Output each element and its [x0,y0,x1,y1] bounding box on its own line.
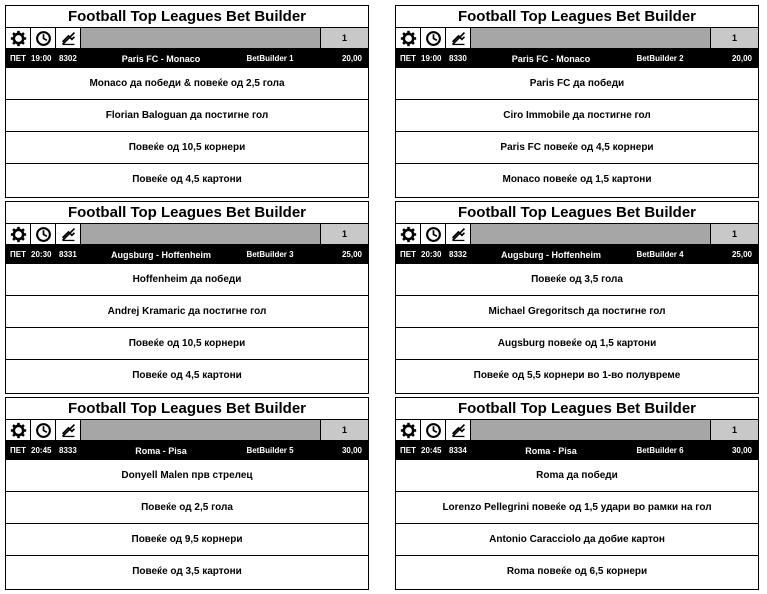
header-bar [471,224,710,244]
selection-row: Monaco да победи & повеќе од 2,5 гола [6,68,368,100]
match-odds: 25,00 [341,250,362,259]
coupon-icon-row [6,420,368,441]
clock-icon [421,28,446,48]
selection-row: Antonio Caracciolo да добие картон [396,524,758,556]
coupon-title: Football Top Leagues Bet Builder [396,202,758,224]
clock-icon [31,224,56,244]
coupon-title: Football Top Leagues Bet Builder [6,6,368,28]
match-time: 20:30 [421,250,442,259]
selection-row: Monaco повеќе од 1,5 картони [502,174,652,185]
no-cashout-icon [56,420,81,440]
match-time: 19:00 [31,54,52,63]
match-odds: 30,00 [731,446,752,455]
match-row [396,49,758,68]
selection-row: Повеќе од 9,5 корнери [6,524,368,556]
match-teams: Augsburg - Hoffenheim [111,249,211,260]
match-row [6,245,368,264]
selection-row: Повеќе од 4,5 картони [132,174,242,185]
clock-icon [31,420,56,440]
coupon-icon-row [6,28,368,49]
selection-count: 1 [710,420,758,440]
selection-row: Andrej Kramaric да постигне гол [6,296,368,328]
selection-row: Roma да победи [396,460,758,492]
bet-builder-label: BetBuilder 4 [636,250,684,259]
no-cashout-icon [56,224,81,244]
match-row [6,49,368,68]
header-bar [81,420,320,440]
match-odds: 30,00 [341,446,362,455]
match-time: 20:45 [31,446,52,455]
bet-coupon-4 [395,201,759,394]
selection-row: Lorenzo Pellegrini повеќе од 1,5 удари во рамки на гол [396,492,758,524]
match-code: 8330 [449,54,467,63]
bet-builder-label: BetBuilder 1 [246,54,294,63]
match-day: ПЕТ [10,250,26,259]
match-teams: Roma - Pisa [525,445,577,456]
selection-row: Hoffenheim да победи [6,264,368,296]
gear-icon [6,224,31,244]
selection-count: 1 [320,224,368,244]
match-time: 19:00 [421,54,442,63]
match-day: ПЕТ [10,446,26,455]
gear-icon [6,28,31,48]
match-odds: 25,00 [731,250,752,259]
header-bar [81,224,320,244]
selection-row: Paris FC повеќе од 4,5 корнери [396,132,758,164]
bet-coupon-6 [395,397,759,590]
no-cashout-icon [446,224,471,244]
match-teams: Paris FC - Monaco [121,53,201,64]
header-bar [471,28,710,48]
match-odds: 20,00 [341,54,362,63]
selection-count: 1 [320,28,368,48]
match-teams: Paris FC - Monaco [511,53,591,64]
header-bar [81,28,320,48]
selection-row: Повеќе од 2,5 гола [6,492,368,524]
coupon-icon-row [396,28,758,49]
gear-icon [396,420,421,440]
bet-builder-label: BetBuilder 6 [636,446,684,455]
selection-row: Paris FC да победи [396,68,758,100]
match-odds: 20,00 [731,54,752,63]
no-cashout-icon [446,28,471,48]
match-teams: Roma - Pisa [135,445,187,456]
bet-coupon-3 [5,201,369,394]
match-time: 20:45 [421,446,442,455]
match-code: 8334 [449,446,467,455]
selection-row: Michael Gregoritsch да постигне гол [396,296,758,328]
selection-row: Augsburg повеќе од 1,5 картони [396,328,758,360]
clock-icon [421,420,446,440]
selection-row: Повеќе од 5,5 корнери во 1-во полувреме [473,370,681,381]
bet-coupon-5 [5,397,369,590]
bet-coupon-1 [5,5,369,198]
selection-row: Florian Baloguan да постигне гол [6,100,368,132]
match-code: 8332 [449,250,467,259]
match-row [396,245,758,264]
bet-coupon-2 [395,5,759,198]
match-day: ПЕТ [10,54,26,63]
match-code: 8331 [59,250,77,259]
match-code: 8333 [59,446,77,455]
coupon-icon-row [396,224,758,245]
clock-icon [31,28,56,48]
selection-count: 1 [710,28,758,48]
coupon-title: Football Top Leagues Bet Builder [6,202,368,224]
match-day: ПЕТ [400,54,416,63]
selection-row: Повеќе од 3,5 гола [396,264,758,296]
clock-icon [421,224,446,244]
gear-icon [396,28,421,48]
no-cashout-icon [446,420,471,440]
selection-row: Повеќе од 10,5 корнери [6,132,368,164]
match-day: ПЕТ [400,446,416,455]
coupon-icon-row [6,224,368,245]
gear-icon [396,224,421,244]
coupon-icon-row [396,420,758,441]
bet-builder-label: BetBuilder 5 [246,446,294,455]
coupon-title: Football Top Leagues Bet Builder [396,398,758,420]
bet-builder-label: BetBuilder 3 [246,250,294,259]
match-code: 8302 [59,54,77,63]
no-cashout-icon [56,28,81,48]
bet-builder-label: BetBuilder 2 [636,54,684,63]
coupon-title: Football Top Leagues Bet Builder [6,398,368,420]
selection-row: Повеќе од 3,5 картони [132,566,242,577]
match-day: ПЕТ [400,250,416,259]
match-time: 20:30 [31,250,52,259]
selection-count: 1 [710,224,758,244]
match-teams: Augsburg - Hoffenheim [501,249,601,260]
selection-row: Повеќе од 4,5 картони [132,370,242,381]
selection-row: Ciro Immobile да постигне гол [396,100,758,132]
selection-row: Повеќе од 10,5 корнери [6,328,368,360]
selection-row: Donyell Malen прв стрелец [6,460,368,492]
match-row [396,441,758,460]
gear-icon [6,420,31,440]
coupon-title: Football Top Leagues Bet Builder [396,6,758,28]
header-bar [471,420,710,440]
selection-count: 1 [320,420,368,440]
match-row [6,441,368,460]
selection-row: Roma повеќе од 6,5 корнери [506,566,648,577]
